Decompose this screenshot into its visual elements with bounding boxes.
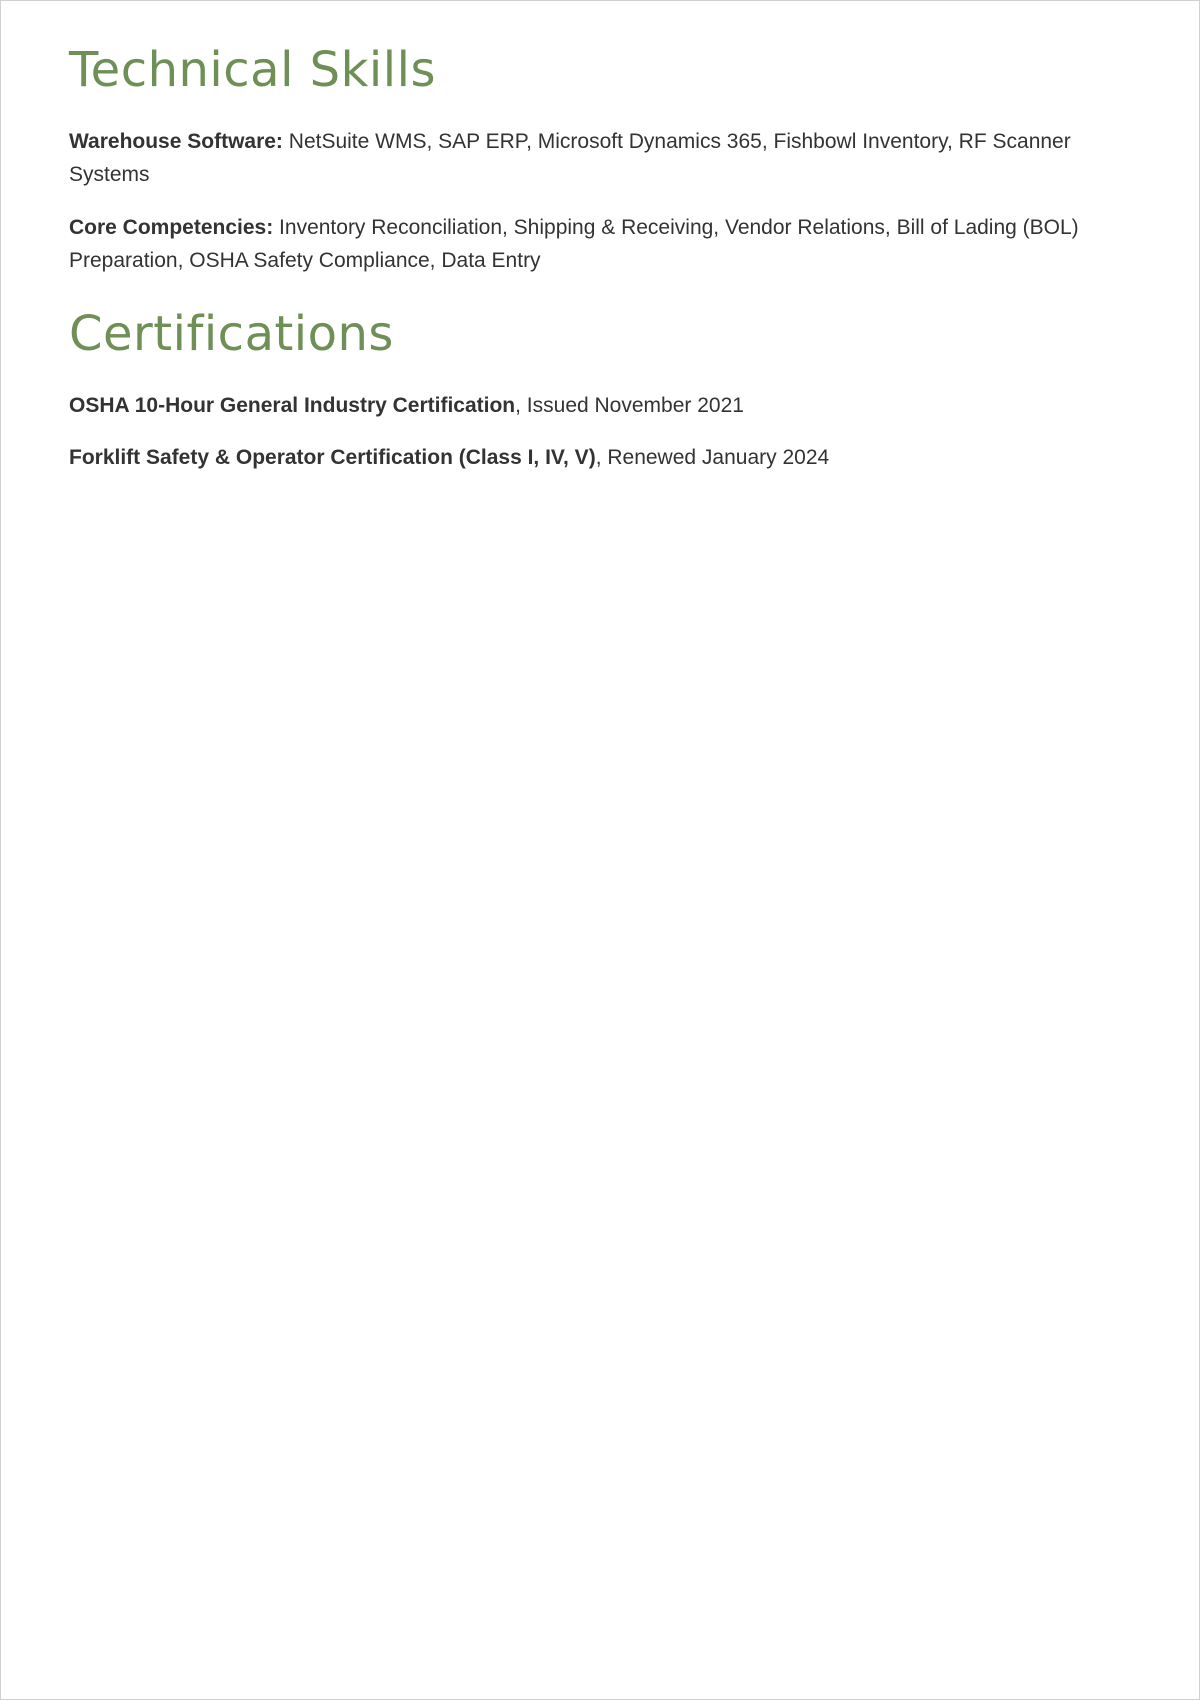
technical-skills-heading: Technical Skills [69,42,436,98]
certifications-heading: Certifications [69,306,394,362]
certification-detail: , Renewed January 2024 [595,446,830,469]
skill-label: Warehouse Software: [69,130,283,153]
skill-value: Inventory Reconciliation, Shipping & Receiving, Vendor Relations, Bill of Lading (BOL) Preparation, OSHA Safety Compliance, Data Entry [69,216,1079,272]
skill-entry-warehouse-software [69,125,1131,191]
certification-entry-forklift [69,441,1131,474]
certification-name: OSHA 10-Hour General Industry Certification [69,394,516,417]
technical-skills-section [69,39,1131,277]
skill-label: Core Competencies: [69,216,274,239]
skill-value: NetSuite WMS, SAP ERP, Microsoft Dynamics 365, Fishbowl Inventory, RF Scanner Systems [69,130,1071,186]
certification-entry-osha [69,389,1131,422]
certification-name: Forklift Safety & Operator Certification (Class I, IV, V) [69,446,596,469]
certifications-section [69,303,1131,474]
certification-detail: , Issued November 2021 [515,394,744,417]
skill-entry-core-competencies [69,211,1131,277]
